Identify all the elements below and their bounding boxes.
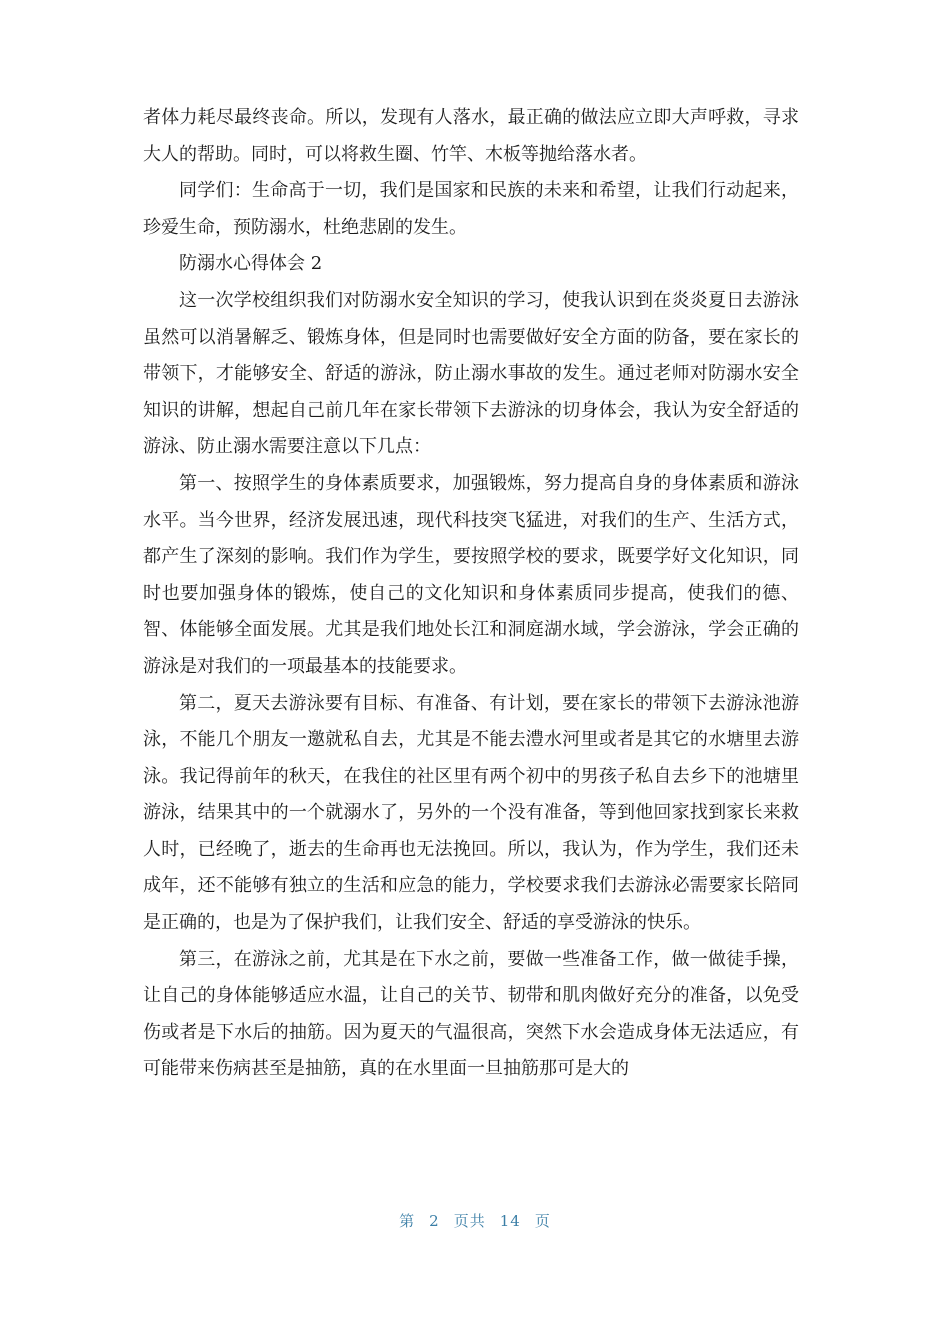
document-body: [143, 100, 799, 1088]
paragraph: 者体力耗尽最终丧命。所以，发现有人落水，最正确的做法应立即大声呼救，寻求大人的帮助。同时，可以将救生圈、竹竿、木板等抛给落水者。: [143, 107, 799, 165]
paragraph: 同学们：生命高于一切，我们是国家和民族的未来和希望，让我们行动起来，珍爱生命，预防溺水，杜绝悲剧的发生。: [143, 180, 799, 238]
paragraph: 第三，在游泳之前，尤其是在下水之前，要做一些准备工作，做一做徒手操，让自己的身体能够适应水温，让自己的关节、韧带和肌肉做好充分的准备，以免受伤或者是下水后的抽筋。因为夏天的气温很高，突然下水会造成身体无法适应，有可能带来伤病甚至是抽筋，真的在水里面一旦抽筋那可是大的: [143, 948, 799, 1080]
page-footer: [0, 1210, 950, 1231]
footer-total-pages: 14: [499, 1212, 521, 1230]
paragraph: 这一次学校组织我们对防溺水安全知识的学习，使我认识到在炎炎夏日去游泳虽然可以消暑解乏、锻炼身体，但是同时也需要做好安全方面的防备，要在家长的带领下，才能够安全、舒适的游泳，防止溺水事故的发生。通过老师对防溺水安全知识的讲解，想起自己前几年在家长带领下去游泳的切身体会，我认为安全舒适的游泳、防止溺水需要注意以下几点：: [143, 289, 799, 458]
paragraph: 第二，夏天去游泳要有目标、有准备、有计划，要在家长的带领下去游泳池游泳，不能几个朋友一邀就私自去，尤其是不能去澧水河里或者是其它的水塘里去游泳。我记得前年的秋天，在我住的社区里有两个初中的男孩子私自去乡下的池塘里游泳，结果其中的一个就溺水了，另外的一个没有准备，等到他回家找到家长来救人时，已经晚了，逝去的生命再也无法挽回。所以，我认为，作为学生，我们还未成年，还不能够有独立的生活和应急的能力，学校要求我们去游泳必需要家长陪同是正确的，也是为了保护我们，让我们安全、舒适的享受游泳的快乐。: [143, 692, 799, 934]
footer-label-ye: 页: [534, 1212, 551, 1230]
footer-page-number: 2: [429, 1212, 440, 1230]
footer-label-ye-gong: 页共: [453, 1212, 486, 1230]
section-heading: 防溺水心得体会 2: [179, 253, 323, 275]
footer-label-di: 第: [399, 1212, 416, 1230]
paragraph: 第一、按照学生的身体素质要求，加强锻炼，努力提高自身的身体素质和游泳水平。当今世界，经济发展迅速，现代科技突飞猛进，对我们的生产、生活方式，都产生了深刻的影响。我们作为学生，要按照学校的要求，既要学好文化知识，同时也要加强身体的锻炼，使自己的文化知识和身体素质同步提高，使我们的德、智、体能够全面发展。尤其是我们地处长江和洞庭湖水域，学会游泳，学会正确的游泳是对我们的一项最基本的技能要求。: [143, 472, 799, 677]
